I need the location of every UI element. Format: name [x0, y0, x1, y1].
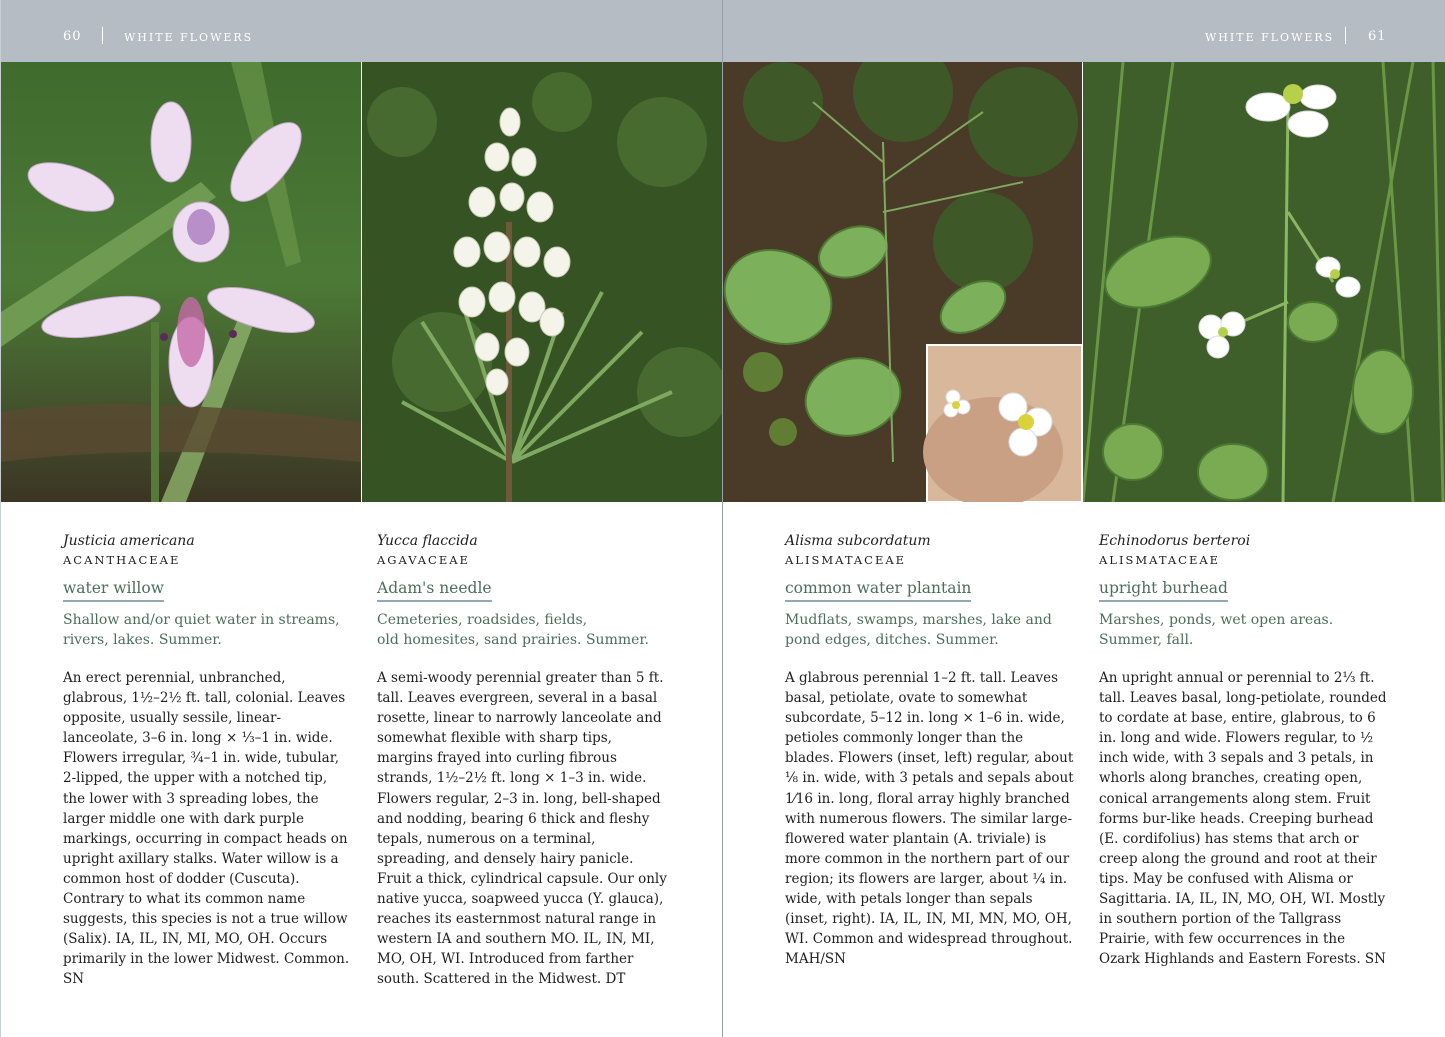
habitat-line: Marshes, ponds, wet open areas.	[1099, 612, 1334, 628]
family-name: ALISMATACEAE	[1099, 553, 1221, 567]
right-section-title: WHITE FLOWERS	[1205, 31, 1335, 44]
scientific-name: Echinodorus berteroi	[1099, 533, 1251, 549]
header-separator	[102, 27, 103, 44]
common-name: upright burhead	[1099, 578, 1228, 602]
right-page-number: 61	[1368, 29, 1387, 44]
header-separator	[1345, 27, 1346, 44]
common-name: Adam's needle	[377, 578, 492, 602]
scientific-name: Yucca flaccida	[377, 533, 478, 549]
scientific-name: Justicia americana	[63, 533, 195, 549]
photo-echinodorus-berteroi	[1083, 62, 1445, 502]
left-section-title: WHITE FLOWERS	[124, 31, 254, 44]
right-page-header	[723, 0, 1445, 62]
family-name: AGAVACEAE	[377, 553, 470, 567]
habitat-line: rivers, lakes. Summer.	[63, 632, 222, 648]
entry-alisma-subcordatum	[785, 531, 1075, 969]
entry-echinodorus-berteroi	[1099, 531, 1389, 969]
habitat-line: Shallow and/or quiet water in streams,	[63, 612, 340, 628]
upright-burhead-image	[1083, 62, 1445, 502]
habitat-line: Cemeteries, roadsides, fields,	[377, 612, 588, 628]
habitat-line: old homesites, sand prairies. Summer.	[377, 632, 650, 648]
habitat	[785, 610, 1075, 650]
adams-needle-image	[362, 62, 723, 502]
description: An upright annual or perennial to 2⅓ ft. tall. Leaves basal, long-petiolate, rounded to cordate at base, entire, glabrous, to 6 in. long and wide. Flowers regular, to ½ inch wide, with 3 sepals and 3 petals, in whorls along branches, creating open, conical arrangements along stem. Fruit forms bur-like heads. Creeping burhead (E. cordifolius) has stems that arch or creep along the ground and root at their tips. May be confused with Alisma or Sagittaria. IA, IL, IN, MO, OH, WI. Mostly in southern portion of the Tallgrass Prairie, with few occurrences in the Ozark Highlands and Eastern Forests. SN	[1099, 670, 1387, 968]
description: A glabrous perennial 1–2 ft. tall. Leaves basal, petiolate, ovate to somewhat subcordate, 5–12 in. long × 1–6 in. wide, petioles commonly longer than the blades. Flowers (inset, left) regular, about ⅛ in. wide, with 3 petals and sepals about 1⁄16 in. long, floral array highly branched with numerous flowers. The similar large-flowered water plantain (A. triviale) is more common in the northern part of our region; its flowers are larger, about ¼ in. wide, with petals longer than sepals (inset, right). IA, IL, IN, MI, MN, MO, OH, WI. Common and widespread throughout. MAH/SN	[785, 670, 1074, 968]
photo-justicia-americana	[1, 62, 361, 502]
family-name: ALISMATACEAE	[785, 553, 907, 567]
habitat-line: Summer, fall.	[1099, 632, 1194, 648]
description: An erect perennial, unbranched, glabrous, 1½–2½ ft. tall, colonial. Leaves opposite, usually sessile, linear-lanceolate, 3–6 in. long × ⅓–1 in. wide. Flowers irregular, ¾–1 in. wide, tubular, 2-lipped, the upper with a notched tip, the lower with 3 spreading lobes, the larger middle one with dark purple markings, occurring in compact heads on upright axillary stalks. Water willow is a common host of dodder (Cuscuta). Contrary to what its common name suggests, this species is not a true willow (Salix). IA, IL, IN, MI, MO, OH. Occurs primarily in the lower Midwest. Common. SN	[63, 670, 350, 988]
common-name: water willow	[63, 578, 164, 602]
habitat-line: Mudflats, swamps, marshes, lake and	[785, 612, 1052, 628]
habitat	[377, 610, 667, 650]
water-willow-flower-image	[1, 62, 361, 502]
right-page	[723, 0, 1445, 1037]
family-name: ACANTHACEAE	[63, 553, 181, 567]
description: A semi-woody perennial greater than 5 ft. tall. Leaves evergreen, several in a basal rosette, linear to narrowly lanceolate and somewhat flexible with sharp tips, margins frayed into curling fibrous strands, 1½–2½ ft. long × 1–3 in. wide. Flowers regular, 2–3 in. long, bell-shaped and nodding, bearing 6 thick and fleshy tepals, numerous on a terminal, spreading, and densely hairy panicle. Fruit a thick, cylindrical capsule. Our only native yucca, soapweed yucca (Y. glauca), reaches its easternmost natural range in western IA and southern MO. IL, IN, MI, MO, OH, WI. Introduced from farther south. Scattered in the Midwest. DT	[377, 670, 667, 988]
habitat-line: pond edges, ditches. Summer.	[785, 632, 999, 648]
habitat	[1099, 610, 1389, 650]
common-name: common water plantain	[785, 578, 971, 602]
photo-yucca-flaccida	[362, 62, 723, 502]
entry-justicia-americana	[63, 531, 353, 990]
left-page-number: 60	[63, 29, 82, 44]
entry-yucca-flaccida	[377, 531, 667, 990]
scientific-name: Alisma subcordatum	[785, 533, 931, 549]
common-water-plantain-image	[723, 62, 1082, 502]
photo-alisma-subcordatum	[723, 62, 1082, 502]
left-page-header	[1, 0, 723, 62]
habitat	[63, 610, 353, 650]
